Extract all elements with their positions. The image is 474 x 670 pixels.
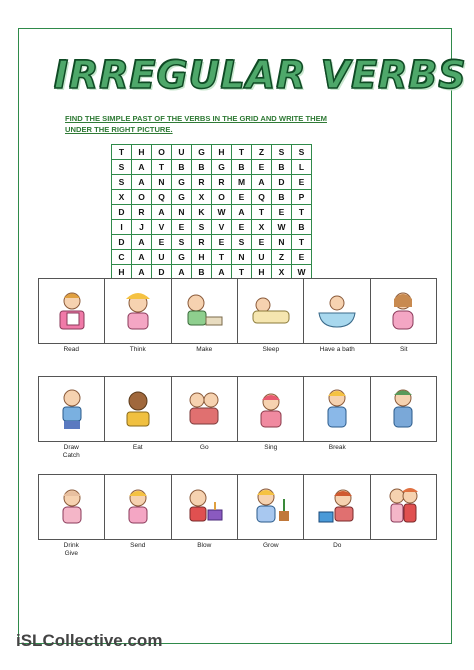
grid-cell: A <box>212 265 232 280</box>
grid-cell: H <box>132 145 152 160</box>
grid-cell: E <box>212 235 232 250</box>
grid-cell: H <box>192 250 212 265</box>
grid-cell: H <box>212 145 232 160</box>
grid-cell: J <box>132 220 152 235</box>
picture-blow <box>171 474 237 540</box>
grid-cell: E <box>152 235 172 250</box>
picture-go <box>171 376 237 442</box>
instructions-line-2: UNDER THE RIGHT PICTURE. <box>65 125 173 134</box>
grid-cell: G <box>172 175 192 190</box>
grid-cell: S <box>292 145 312 160</box>
grid-cell: T <box>212 250 232 265</box>
grid-row <box>112 235 312 250</box>
grid-cell: R <box>192 175 212 190</box>
grid-cell: D <box>272 175 292 190</box>
grid-cell: S <box>272 145 292 160</box>
grid-cell: B <box>192 265 212 280</box>
label-empty-2 <box>371 542 438 558</box>
label-send: Send <box>130 542 146 549</box>
picture-think <box>104 278 170 344</box>
label-drink-give: Drink Give <box>63 542 79 557</box>
grid-cell: T <box>232 265 252 280</box>
picture-read <box>38 278 104 344</box>
picture-sleep <box>237 278 303 344</box>
label-eat: Eat <box>132 444 143 451</box>
grid-cell: P <box>292 190 312 205</box>
grid-cell: E <box>292 250 312 265</box>
grid-cell: V <box>152 220 172 235</box>
grid-cell: Q <box>152 190 172 205</box>
grid-cell: B <box>172 160 192 175</box>
grid-cell: E <box>172 220 192 235</box>
grid-cell: B <box>272 190 292 205</box>
grid-cell: E <box>252 235 272 250</box>
grid-cell: A <box>152 205 172 220</box>
label-row-3 <box>38 542 437 558</box>
label-break: Break <box>328 444 346 451</box>
grid-row <box>112 250 312 265</box>
label-read: Read <box>63 346 80 353</box>
grid-cell: G <box>212 160 232 175</box>
picture-row-3 <box>38 474 437 540</box>
grid-cell: E <box>292 175 312 190</box>
grid-cell: A <box>132 265 152 280</box>
label-do: Do <box>333 542 342 549</box>
grid-cell: T <box>232 145 252 160</box>
grid-cell: S <box>192 220 212 235</box>
picture-row2-boy <box>370 376 437 442</box>
grid-cell: T <box>292 205 312 220</box>
grid-cell: R <box>192 235 212 250</box>
grid-cell: W <box>212 205 232 220</box>
grid-cell: B <box>292 220 312 235</box>
grid-cell: X <box>112 190 132 205</box>
grid-cell: Z <box>272 250 292 265</box>
grid-cell: G <box>192 145 212 160</box>
label-sit: Sit <box>399 346 408 353</box>
grid-row <box>112 160 312 175</box>
grid-cell: A <box>132 175 152 190</box>
grid-cell: E <box>252 160 272 175</box>
grid-cell: C <box>112 250 132 265</box>
grid-cell: U <box>152 250 172 265</box>
grid-cell: U <box>172 145 192 160</box>
label-row-2 <box>38 444 437 460</box>
grid-cell: X <box>272 265 292 280</box>
word-search-grid <box>111 144 312 280</box>
grid-cell: O <box>212 190 232 205</box>
picture-break <box>303 376 369 442</box>
grid-cell: H <box>112 265 132 280</box>
label-go: Go <box>199 444 209 451</box>
grid-cell: W <box>272 220 292 235</box>
grid-cell: E <box>272 205 292 220</box>
grid-row <box>112 220 312 235</box>
picture-do <box>303 474 369 540</box>
grid-cell: A <box>172 265 192 280</box>
grid-cell: A <box>132 235 152 250</box>
picture-eat <box>104 376 170 442</box>
grid-cell: B <box>192 160 212 175</box>
grid-row <box>112 205 312 220</box>
grid-cell: G <box>172 190 192 205</box>
picture-drink-give <box>38 474 104 540</box>
label-think: Think <box>129 346 146 353</box>
grid-cell: T <box>112 145 132 160</box>
label-draw-catch: Draw Catch <box>62 444 80 459</box>
grid-cell: O <box>132 190 152 205</box>
picture-make <box>171 278 237 344</box>
label-sing: Sing <box>264 444 278 451</box>
picture-sit <box>370 278 437 344</box>
grid-cell: E <box>232 190 252 205</box>
grid-cell: A <box>252 175 272 190</box>
grid-cell: L <box>292 160 312 175</box>
grid-cell: T <box>252 205 272 220</box>
grid-cell: O <box>152 145 172 160</box>
grid-cell: A <box>132 250 152 265</box>
grid-cell: W <box>292 265 312 280</box>
grid-cell: Z <box>252 145 272 160</box>
grid-cell: S <box>112 175 132 190</box>
grid-cell: Q <box>252 190 272 205</box>
grid-cell: D <box>112 205 132 220</box>
label-empty <box>371 444 438 460</box>
picture-grow <box>237 474 303 540</box>
site-watermark: iSLCollective.com <box>16 631 163 650</box>
instructions <box>65 113 365 135</box>
grid-cell: T <box>152 160 172 175</box>
picture-row-2 <box>38 376 437 442</box>
grid-cell: N <box>232 250 252 265</box>
picture-sing <box>237 376 303 442</box>
grid-cell: K <box>192 205 212 220</box>
grid-cell: I <box>112 220 132 235</box>
label-row-1 <box>38 346 437 354</box>
picture-send <box>104 474 170 540</box>
grid-cell: E <box>232 220 252 235</box>
grid-cell: D <box>152 265 172 280</box>
label-blow: Blow <box>197 542 212 549</box>
grid-cell: S <box>172 235 192 250</box>
picture-draw-catch <box>38 376 104 442</box>
grid-cell: A <box>132 160 152 175</box>
grid-cell: B <box>232 160 252 175</box>
grid-cell: T <box>292 235 312 250</box>
grid-cell: N <box>152 175 172 190</box>
label-grow: Grow <box>262 542 279 549</box>
grid-cell: B <box>272 160 292 175</box>
grid-cell: V <box>212 220 232 235</box>
label-have-a-bath: Have a bath <box>319 346 355 353</box>
grid-row <box>112 175 312 190</box>
instructions-line-1: FIND THE SIMPLE PAST OF THE VERBS IN THE GRID AND WRITE THEM <box>65 114 327 123</box>
grid-cell: S <box>232 235 252 250</box>
grid-cell: M <box>232 175 252 190</box>
grid-cell: N <box>172 205 192 220</box>
grid-cell: U <box>252 250 272 265</box>
picture-row3-couple <box>370 474 437 540</box>
grid-cell: D <box>112 235 132 250</box>
grid-cell: H <box>252 265 272 280</box>
label-sleep: Sleep <box>262 346 280 353</box>
picture-row-1 <box>38 278 437 344</box>
grid-cell: S <box>112 160 132 175</box>
grid-cell: A <box>232 205 252 220</box>
grid-cell: X <box>252 220 272 235</box>
grid-cell: G <box>172 250 192 265</box>
grid-row <box>112 190 312 205</box>
label-make: Make <box>196 346 213 353</box>
grid-cell: R <box>212 175 232 190</box>
page-title: IRREGULAR VERBS <box>54 53 467 97</box>
picture-have-a-bath <box>303 278 369 344</box>
grid-cell: N <box>272 235 292 250</box>
grid-cell: X <box>192 190 212 205</box>
grid-cell: R <box>132 205 152 220</box>
grid-row <box>112 145 312 160</box>
